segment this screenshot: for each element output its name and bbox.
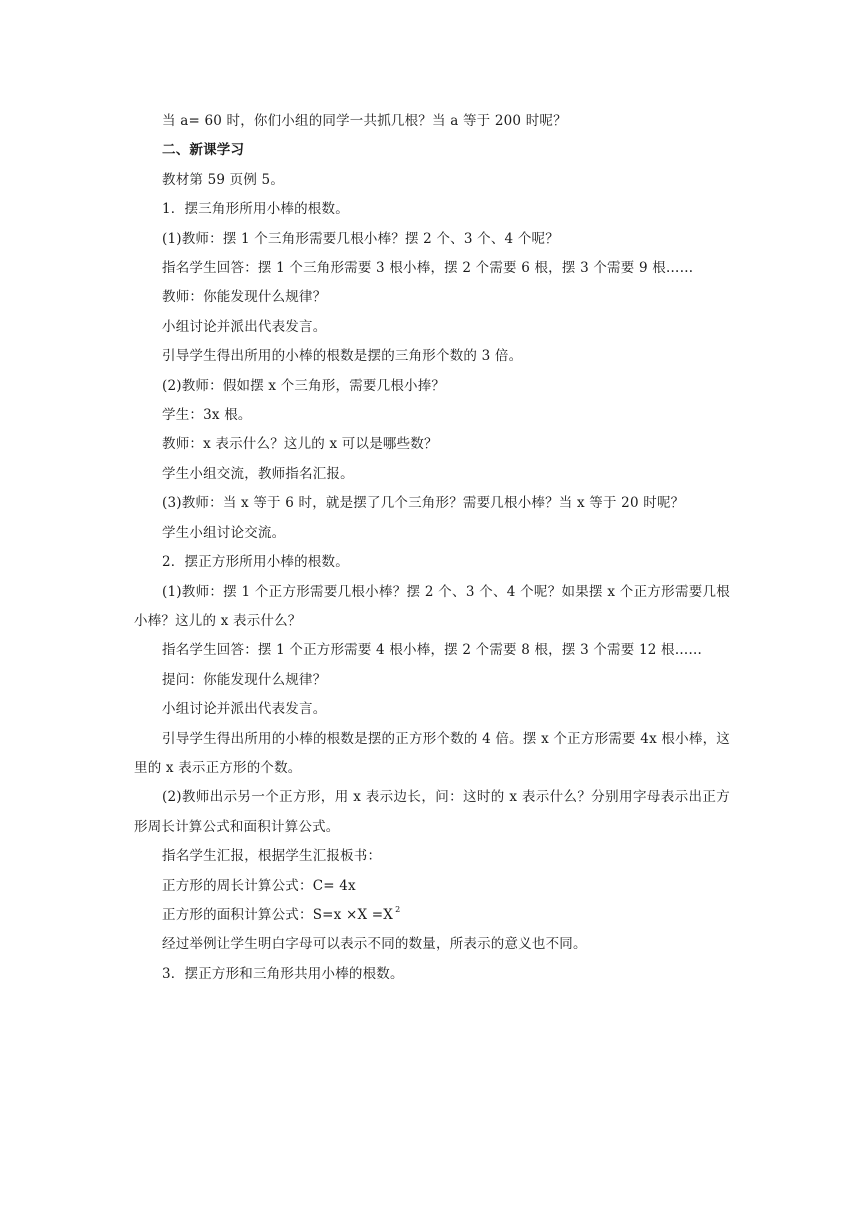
paragraph-group-discussion-2: 学生小组讨论交流。 (162, 524, 286, 541)
superscript-exponent: 2 (395, 904, 401, 914)
formula-area (134, 901, 730, 930)
subheading-square-sticks: 2．摆正方形所用小棒的根数。 (162, 554, 349, 571)
paragraph-student-3x: 学生：3x 根。 (162, 407, 252, 424)
paragraph-student-answer-square: 指名学生回答：摆 1 个正方形需要 4 根小棒，摆 2 个需要 8 根，摆 3 个需要 12 根…… (162, 642, 703, 659)
paragraph-teacher-x-meaning: 教师：x 表示什么？这儿的 x 可以是哪些数？ (162, 436, 438, 453)
paragraph-group-discussion-3: 小组讨论并派出代表发言。 (162, 701, 327, 718)
paragraph-textbook-reference: 教材第 59 页例 5。 (162, 171, 285, 188)
paragraph-teacher-square-question: (1)教师：摆 1 个正方形需要几根小棒？摆 2 个、3 个、4 个呢？如果摆 x 个正方形需要几根小棒？这儿的 x 表示什么？ (134, 583, 730, 629)
paragraph-letter-meaning: 经过举例让学生明白字母可以表示不同的数量，所表示的意义也不同。 (162, 936, 587, 953)
subheading-combined-sticks: 3．摆正方形和三角形共用小棒的根数。 (162, 965, 404, 982)
paragraph-guide-conclusion-3x: 引导学生得出所用的小棒的根数是摆的三角形个数的 3 倍。 (162, 348, 523, 365)
paragraph-teacher-question-3: (3)教师：当 x 等于 6 时，就是摆了几个三角形？需要几根小棒？当 x 等于 20 时呢？ (162, 495, 685, 512)
section-heading-new-lesson: 二、新课学习 (162, 142, 245, 159)
paragraph-teacher-question-1: (1)教师：摆 1 个三角形需要几根小棒？摆 2 个、3 个、4 个呢？ (162, 230, 559, 247)
paragraph-teacher-side-length: (2)教师出示另一个正方形，用 x 表示边长，问：这时的 x 表示什么？分别用字母表示出正方形周长计算公式和面积计算公式。 (134, 789, 730, 835)
formula-area-text: 正方形的面积计算公式：S=x ×X =X (162, 906, 394, 923)
document-body (134, 107, 730, 989)
paragraph-group-exchange: 学生小组交流，教师指名汇报。 (162, 465, 354, 482)
paragraph-question-rule: 提问：你能发现什么规律？ (162, 671, 327, 688)
paragraph-group-discussion-1: 小组讨论并派出代表发言。 (162, 318, 327, 335)
subheading-triangle-sticks: 1．摆三角形所用小棒的根数。 (162, 201, 349, 218)
paragraph-teacher-rule-question: 教师：你能发现什么规律？ (162, 289, 327, 306)
paragraph-question-a: 当 a= 60 时，你们小组的同学一共抓几根？当 a 等于 200 时呢？ (162, 113, 567, 129)
paragraph-student-answer-1: 指名学生回答：摆 1 个三角形需要 3 根小棒，摆 2 个需要 6 根，摆 3 个需要 9 根…… (162, 260, 694, 277)
paragraph-guide-conclusion-4x: 引导学生得出所用的小棒的根数是摆的正方形个数的 4 倍。摆 x 个正方形需要 4x 根小棒，这里的 x 表示正方形的个数。 (134, 730, 730, 776)
formula-perimeter: 正方形的周长计算公式：C= 4x (162, 877, 356, 894)
paragraph-student-report: 指名学生汇报，根据学生汇报板书： (162, 848, 382, 865)
paragraph-teacher-question-2: (2)教师：假如摆 x 个三角形，需要几根小捧？ (162, 377, 446, 394)
